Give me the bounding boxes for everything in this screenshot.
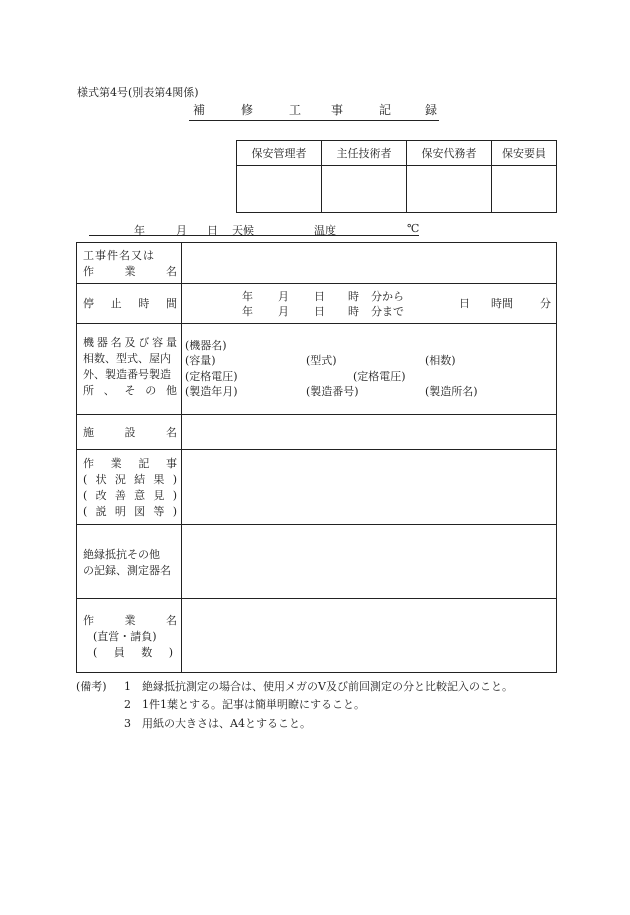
title-char: 事 xyxy=(331,103,344,117)
stamp-header: 保安要員 xyxy=(492,141,556,166)
row-insulation xyxy=(77,525,556,599)
duration-minutes: 分 xyxy=(540,297,551,310)
title-char: 録 xyxy=(425,103,438,117)
stamp-header: 保安管理者 xyxy=(237,141,321,166)
duration-days: 日 xyxy=(459,297,470,310)
repair-record-table xyxy=(76,242,557,673)
title-char: 修 xyxy=(241,103,254,117)
to-minute: 分まで xyxy=(371,305,404,318)
temperature-label: 温度 xyxy=(314,224,336,237)
title-char: 補 xyxy=(193,103,206,117)
to-month: 月 xyxy=(278,305,289,318)
day-label: 日 xyxy=(207,224,218,237)
from-minute: 分から xyxy=(371,290,404,303)
equipment-label-line4: 所、その他 xyxy=(83,384,177,397)
note-text: 1件1葉とする。記事は簡単明瞭にすること。 xyxy=(142,698,365,711)
equipment-label-line2: 相数、型式、屋内 xyxy=(83,352,171,365)
note-number: 1 xyxy=(124,680,131,693)
worker-label-line2: (直営・請負) xyxy=(93,630,157,643)
stamp-column-manager xyxy=(237,141,322,212)
model-field: (型式) xyxy=(306,354,337,367)
note-text: 絶縁抵抗測定の場合は、使用メガのV及び前回測定の分と比較記入のこと。 xyxy=(142,680,513,693)
stamp-header: 主任技術者 xyxy=(322,141,406,166)
row-worker xyxy=(77,599,556,672)
work-name-label-line2: 作業名 xyxy=(83,265,177,278)
row-stop-time xyxy=(77,284,556,324)
serial-number-field: (製造番号) xyxy=(306,385,359,398)
from-day: 日 xyxy=(314,290,325,303)
worker-label-line3: (員数) xyxy=(93,646,173,659)
stamp-column-chief-engineer xyxy=(322,141,407,212)
to-hour: 時 xyxy=(348,305,359,318)
note-number: 2 xyxy=(124,698,131,711)
form-reference: 様式第4号(別表第4関係) xyxy=(77,86,199,99)
work-name-label-line1: 工事件名又は xyxy=(83,249,155,262)
to-year: 年 xyxy=(242,305,253,318)
document-title xyxy=(189,104,439,121)
equipment-label-line1: 機器名及び容量 xyxy=(83,336,177,349)
insulation-label-line1: 絶縁抵抗その他 xyxy=(83,548,160,561)
month-label: 月 xyxy=(176,224,187,237)
to-day: 日 xyxy=(314,305,325,318)
row-equipment xyxy=(77,324,556,415)
from-month: 月 xyxy=(278,290,289,303)
row-work-record xyxy=(77,450,556,525)
row-work-name xyxy=(77,243,556,284)
celsius-unit: ℃ xyxy=(407,222,420,235)
stamp-column-deputy xyxy=(407,141,492,212)
note-number: 3 xyxy=(124,717,131,730)
equipment-label-line3: 外、製造番号製造 xyxy=(83,368,171,381)
stamp-header: 保安代務者 xyxy=(407,141,491,166)
manufacture-date-field: (製造年月) xyxy=(185,385,238,398)
date-weather-line xyxy=(89,222,419,236)
notes-prefix: (備考) xyxy=(76,680,107,693)
work-record-label-line2: (状況結果) xyxy=(83,473,177,486)
from-year: 年 xyxy=(242,290,253,303)
rated-voltage-field-1: (定格電圧) xyxy=(185,370,238,383)
phases-field: (相数) xyxy=(425,354,456,367)
machine-name-field: (機器名) xyxy=(185,339,227,352)
title-char: 工 xyxy=(289,103,302,117)
weather-label: 天候 xyxy=(232,224,254,237)
year-label: 年 xyxy=(134,224,145,237)
work-record-label-line3: (改善意見) xyxy=(83,489,177,502)
work-record-label-line1: 作業記事 xyxy=(83,457,177,470)
capacity-field: (容量) xyxy=(185,354,216,367)
rated-voltage-field-2: (定格電圧) xyxy=(353,370,406,383)
worker-label-line1: 作業名 xyxy=(83,614,177,627)
approval-stamp-box xyxy=(236,140,557,213)
title-char: 記 xyxy=(379,103,392,117)
duration-hours: 時間 xyxy=(491,297,513,310)
work-record-label-line4: (説明図等) xyxy=(83,505,177,518)
from-hour: 時 xyxy=(348,290,359,303)
stop-time-label: 停止時間 xyxy=(83,297,177,310)
manufacturer-field: (製造所名) xyxy=(425,385,478,398)
insulation-label-line2: の記録、測定器名 xyxy=(83,564,171,577)
stamp-column-staff xyxy=(492,141,556,212)
row-facility xyxy=(77,415,556,450)
note-text: 用紙の大きさは、A4とすること。 xyxy=(142,717,311,730)
facility-label: 施設名 xyxy=(83,426,177,439)
